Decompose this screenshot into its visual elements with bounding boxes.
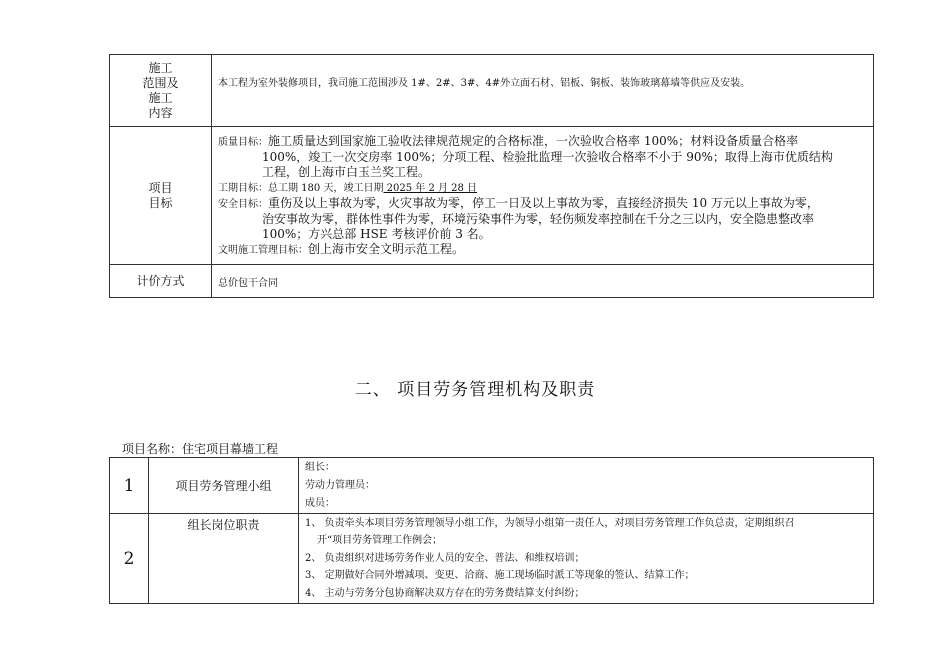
table-row	[110, 514, 874, 604]
row-number: 1	[110, 458, 149, 514]
safety-goal-cont2: 100%；方兴总部 HSE 考核评价前 3 名。	[262, 226, 491, 241]
project-overview-table	[109, 54, 874, 298]
table-row	[110, 458, 874, 514]
scope-row	[110, 55, 874, 127]
duty-item-cont: 开“项目劳务管理工作例会；	[317, 535, 443, 547]
pricing-value: 总价包干合同	[212, 265, 874, 298]
labor-manager-field: 劳动力管理员：	[305, 479, 375, 491]
goals-row	[110, 127, 874, 265]
duty-item: 4、 主动与劳务分包协商解决双方存在的劳务费结算支付纠纷；	[305, 587, 585, 599]
goal-label: 项目 目标	[110, 127, 212, 265]
duty-list	[299, 514, 874, 604]
pricing-row	[110, 265, 874, 298]
duty-item: 3、 定期做好合同外增减项、变更、洽商、施工现场临时派工等现象的签认、结算工作；	[305, 570, 695, 582]
pricing-label: 计价方式	[110, 265, 212, 298]
duty-item: 2、 负责组织对进场劳务作业人员的安全、普法、和维权培训；	[305, 552, 585, 564]
group-members	[299, 458, 874, 514]
safety-goal-cont1: 治安事故为零，群体性事件为零，环境污染事件为零，轻伤频发率控制在千分之三以内，安全隐患整改率	[262, 211, 815, 226]
goals-cell	[212, 127, 874, 265]
period-goal: 工期目标：总工期 180 天，竣工日期 2025 年 2 月 28 日	[218, 182, 478, 194]
leader-field: 组长：	[305, 461, 335, 473]
labor-org-table	[109, 457, 874, 604]
scope-label: 施工 范围及 施工 内容	[110, 55, 212, 127]
project-name: 项目名称：住宅项目幕墙工程	[122, 442, 279, 456]
quality-goal: 质量目标：施工质量达到国家施工验收法律规范规定的合格标准，一次验收合格率 100%；材料设备质量合格率	[218, 133, 799, 148]
safety-goal: 安全目标：重伤及以上事故为零，火灾事故为零，停工一日及以上事故为零，直接经济损失 10 万元以上事故为零，	[218, 195, 819, 210]
civil-goal: 文明施工管理目标：创上海市安全文明示范工程。	[218, 241, 465, 256]
role-title: 组长岗位职责	[149, 514, 299, 604]
duty-item: 1、 负责牵头本项目劳务管理领导小组工作，为领导小组第一责任人，对项目劳务管理工作负总责，定期组织召	[305, 517, 795, 529]
members-field: 成员：	[305, 497, 335, 509]
section-title: 二、 项目劳务管理机构及职责	[354, 380, 596, 400]
quality-goal-cont2: 工程，创上海市白玉兰奖工程。	[262, 164, 431, 179]
scope-text: 本工程为室外装修项目，我司施工范围涉及 1#、2#、3#、4#外立面石材、铝板、铜板、装饰玻璃幕墙等供应及安装。	[212, 55, 874, 127]
role-title: 项目劳务管理小组	[149, 458, 299, 514]
row-number: 2	[110, 514, 149, 604]
completion-date: 2025 年 2 月 28 日	[383, 182, 478, 194]
quality-goal-cont1: 100%，竣工一次交房率 100%；分项工程、检验批监理一次验收合格率不小于 90%；取得上海市优质结构	[262, 149, 833, 164]
